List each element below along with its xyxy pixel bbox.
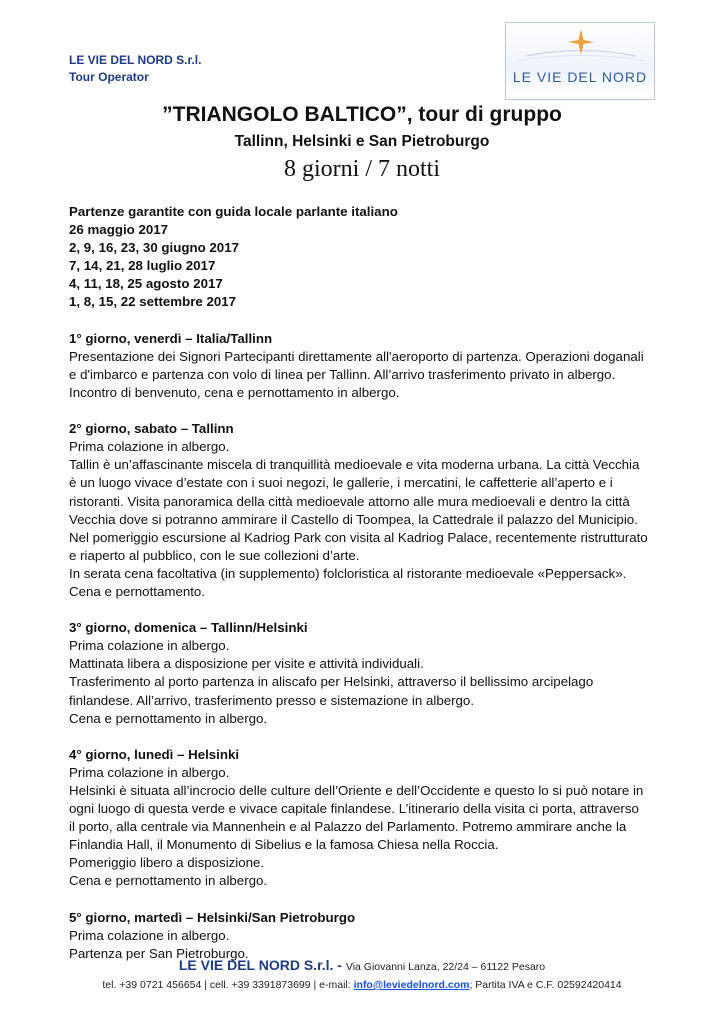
day-text-line: Partenza per San Pietroburgo. [69, 945, 249, 961]
day-text-line: ristoranti. Visita panoramica della città medioevale attorno alle mura medioevali e dentro la città [69, 493, 630, 509]
day-4-section [69, 746, 659, 891]
tour-duration: 8 giorni / 7 notti [284, 156, 440, 182]
day-1-section [69, 330, 659, 402]
day-text-line: Pomeriggio libero a disposizione. [69, 855, 265, 871]
day-2-section [69, 420, 659, 601]
departure-date: 1, 8, 15, 22 settembre 2017 [69, 294, 237, 310]
day-text-line: Cena e pernottamento in albergo. [69, 710, 268, 726]
departure-date: 2, 9, 16, 23, 30 giugno 2017 [69, 240, 239, 256]
company-header [69, 52, 201, 86]
departure-date: 7, 14, 21, 28 luglio 2017 [69, 258, 216, 274]
footer-address: Via Giovanni Lanza, 22/24 – 61122 Pesaro [345, 961, 546, 973]
departure-date: 4, 11, 18, 25 agosto 2017 [69, 276, 223, 292]
day-text-line: Tallin è un’affascinante miscela di tranquillità medioevale e vita moderna urbana. La città Vecchia [69, 457, 640, 473]
day-5-section [69, 909, 659, 963]
footer-separator: - [333, 957, 346, 973]
footer-address-line [0, 958, 724, 974]
email-link[interactable]: info@leviedelnord.com [353, 979, 470, 991]
day-text-line: Presentazione dei Signori Partecipanti direttamente all'aeroporto di partenza. Operazioni doganali [69, 348, 644, 364]
page-subtitle: Tallinn, Helsinki e San Pietroburgo [234, 133, 490, 150]
day-text-line: è un luogo vivace d’estate con i suoi negozi, le gallerie, i mercatini, le caffetterie all’aperto e i [69, 475, 613, 491]
day-text-line: Vecchia dove si potranno ammirare il Castello di Toompea, la Cattedrale il palazzo del Municipio. [69, 511, 638, 527]
day-text-line: Cena e pernottamento. [69, 583, 206, 599]
company-name: LE VIE DEL NORD S.r.l. [69, 53, 202, 67]
company-role: Tour Operator [69, 70, 149, 84]
day-text-line: In serata cena facoltativa (in supplemento) folcloristica al ristorante medioevale «Peppersack». [69, 565, 627, 581]
day-text-line: Mattinata libera a disposizione per visite e attività individuali. [69, 656, 424, 672]
day-text-line: Nel pomeriggio escursione al Kadriog Park con visita al Kadriog Palace, recentemente ristrutturato [69, 529, 648, 545]
departures-heading: Partenze garantite con guida locale parlante italiano [69, 204, 398, 219]
day-text-line: Prima colazione in albergo. [69, 439, 230, 455]
day-text-line: e d'imbarco e partenza con volo di linea per Tallinn. All’arrivo trasferimento privato in albergo. [69, 366, 616, 382]
footer-company: LE VIE DEL NORD S.r.l. [178, 957, 334, 973]
day-text-line: Cena e pernottamento in albergo. [69, 873, 268, 889]
footer-vat: ; Partita IVA e C.F. 02592420414 [469, 979, 622, 991]
day-text-line: finlandese. All’arrivo, trasferimento presso e sistemazione in albergo. [69, 692, 475, 708]
day-heading: 1° giorno, venerdì – Italia/Tallinn [69, 330, 273, 346]
day-heading: 5° giorno, martedì – Helsinki/San Pietroburgo [69, 909, 356, 925]
day-heading: 3° giorno, domenica – Tallinn/Helsinki [69, 620, 308, 636]
day-text-line: Helsinki è situata all’incrocio delle culture dell’Oriente e dell’Occidente e questo lo si può notare in [69, 783, 644, 798]
document-body [69, 203, 659, 963]
company-logo [505, 22, 655, 100]
page-footer [0, 958, 724, 993]
day-text-line: Finlandia Hall, il Monumento di Sibelius e la famosa Chiesa nella Roccia. [69, 837, 499, 853]
departure-date: 26 maggio 2017 [69, 222, 169, 238]
day-heading: 4° giorno, lunedì – Helsinki [69, 746, 240, 762]
day-text-line: Prima colazione in albergo. [69, 927, 230, 943]
day-text-line: Prima colazione in albergo. [69, 764, 230, 780]
day-text-line: il porto, alla centrale via Mannenhein e al Palazzo del Parlamento. Potremo ammirare anche la [69, 819, 627, 835]
day-text-line: ogni luogo di questa verde e vivace capitale finlandese. L’itinerario della visita ci porta, attraverso [69, 801, 639, 817]
page-title: ”TRIANGOLO BALTICO”, tour di gruppo [162, 103, 562, 126]
day-3-section [69, 619, 659, 728]
logo-text: LE VIE DEL NORD [512, 69, 648, 85]
day-text-line: Incontro di benvenuto, cena e pernottamento in albergo. [69, 384, 400, 400]
star-icon [506, 23, 655, 100]
day-heading: 2° giorno, sabato – Tallinn [69, 421, 234, 437]
day-text-line: Trasferimento al porto partenza in aliscafo per Helsinki, attraverso il bellissimo arcipelago [69, 674, 594, 690]
day-text-line: e riaperto al pubblico, con le sue collezioni d’arte. [69, 547, 360, 563]
footer-contacts-line [0, 977, 724, 993]
footer-contacts: tel. +39 0721 456654 | cell. +39 3391873699 | e-mail: [102, 979, 354, 991]
day-text-line: Prima colazione in albergo. [69, 638, 230, 654]
departures-section [69, 203, 659, 312]
